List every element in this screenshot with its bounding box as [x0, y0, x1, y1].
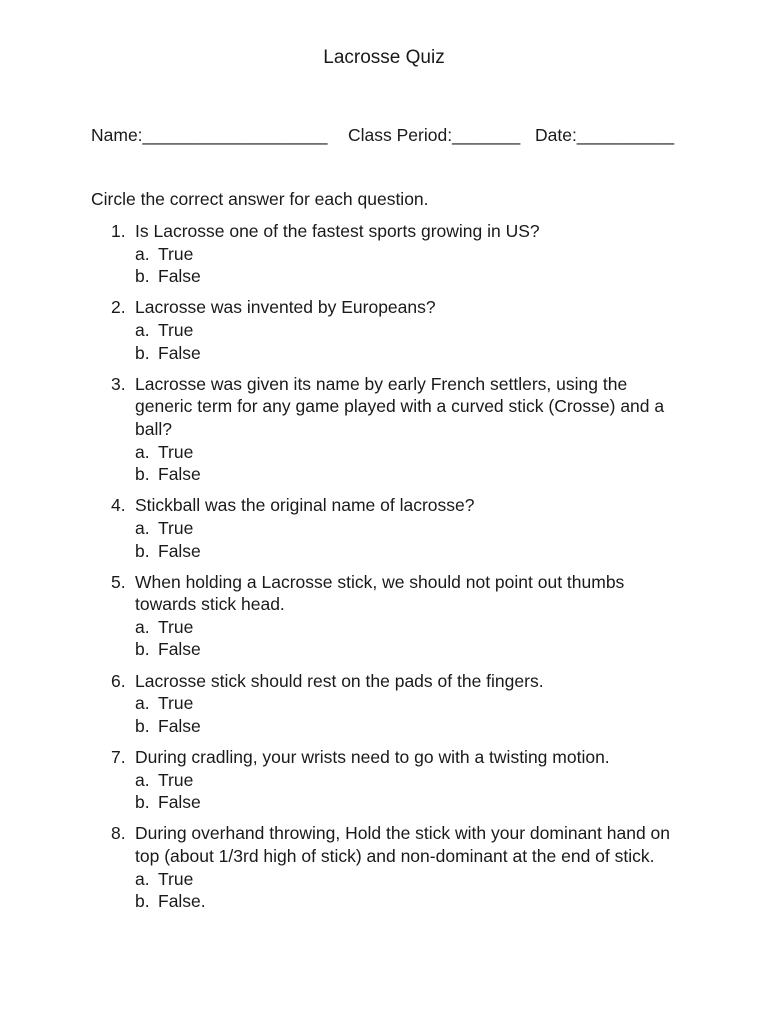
answer-option[interactable] — [135, 265, 680, 288]
option-text: True — [158, 517, 194, 538]
answer-option[interactable] — [135, 890, 680, 913]
question-item — [0, 296, 680, 364]
option-text: True — [158, 441, 194, 462]
option-text: False — [158, 266, 201, 287]
option-letter: b. — [135, 266, 150, 287]
question-number: 2. — [111, 297, 126, 318]
answer-option[interactable] — [135, 540, 680, 563]
option-text: False — [158, 464, 201, 485]
option-text: True — [158, 868, 194, 889]
answer-option[interactable] — [135, 319, 680, 342]
option-letter: a. — [135, 319, 150, 340]
answer-option[interactable] — [135, 769, 680, 792]
question-number: 4. — [111, 495, 126, 516]
answer-option[interactable] — [135, 638, 680, 661]
option-letter: b. — [135, 342, 150, 363]
option-letter: a. — [135, 616, 150, 637]
answer-option[interactable] — [135, 517, 680, 540]
date-field: Date:__________ — [535, 125, 675, 145]
answer-option[interactable] — [135, 868, 680, 891]
option-text: True — [158, 693, 194, 714]
option-text: False — [158, 639, 201, 660]
option-letter: a. — [135, 868, 150, 889]
question-item — [0, 670, 680, 738]
question-item — [0, 822, 680, 912]
option-letter: b. — [135, 639, 150, 660]
question-item — [0, 494, 680, 562]
instructions: Circle the correct answer for each question. — [91, 189, 429, 209]
option-text: True — [158, 319, 194, 340]
option-text: True — [158, 769, 194, 790]
question-number: 1. — [111, 221, 126, 241]
question-list — [0, 220, 768, 921]
question-text: Lacrosse was invented by Europeans? — [135, 297, 436, 318]
answer-option[interactable] — [135, 243, 680, 266]
question-number: 5. — [111, 571, 126, 592]
question-item — [0, 571, 680, 661]
question-text: During cradling, your wrists need to go with a twisting motion. — [135, 747, 610, 768]
question-item — [0, 220, 680, 288]
option-letter: b. — [135, 464, 150, 485]
answer-option[interactable] — [135, 715, 680, 738]
answer-option[interactable] — [135, 342, 680, 365]
answer-option[interactable] — [135, 463, 680, 486]
question-text: Is Lacrosse one of the fastest sports growing in US? — [135, 221, 540, 241]
question-item — [0, 373, 680, 486]
option-letter: b. — [135, 540, 150, 561]
question-text: Lacrosse was given its name by early French settlers, using the generic term for any game played with a curved stick (Crosse) and a ball? — [135, 373, 665, 439]
answer-option[interactable] — [135, 441, 680, 464]
option-text: True — [158, 616, 194, 637]
option-text: False — [158, 342, 201, 363]
option-letter: a. — [135, 517, 150, 538]
question-number: 3. — [111, 373, 126, 394]
option-text: False — [158, 715, 201, 736]
option-letter: b. — [135, 792, 150, 813]
option-letter: b. — [135, 891, 150, 912]
option-text: False — [158, 540, 201, 561]
option-text: False. — [158, 891, 206, 912]
class-period-field: Class Period:_______ — [348, 125, 521, 145]
option-letter: b. — [135, 715, 150, 736]
name-field: Name:___________________ — [91, 125, 328, 145]
option-letter: a. — [135, 243, 150, 264]
answer-option[interactable] — [135, 791, 680, 814]
answer-option[interactable] — [135, 616, 680, 639]
option-text: False — [158, 792, 201, 813]
page-title: Lacrosse Quiz — [323, 47, 445, 68]
answer-option[interactable] — [135, 692, 680, 715]
option-letter: a. — [135, 693, 150, 714]
question-item — [0, 746, 680, 814]
option-letter: a. — [135, 769, 150, 790]
question-text: Stickball was the original name of lacrosse? — [135, 495, 475, 516]
question-text: During overhand throwing, Hold the stick with your dominant hand on top (about 1/3rd high of stick) and non-dominant at the end of stick. — [135, 823, 671, 866]
question-number: 7. — [111, 747, 126, 768]
question-text: Lacrosse stick should rest on the pads of the fingers. — [135, 670, 544, 691]
option-text: True — [158, 243, 194, 264]
question-number: 6. — [111, 670, 126, 691]
question-number: 8. — [111, 823, 126, 844]
option-letter: a. — [135, 441, 150, 462]
question-text: When holding a Lacrosse stick, we should not point out thumbs towards stick head. — [135, 571, 625, 615]
